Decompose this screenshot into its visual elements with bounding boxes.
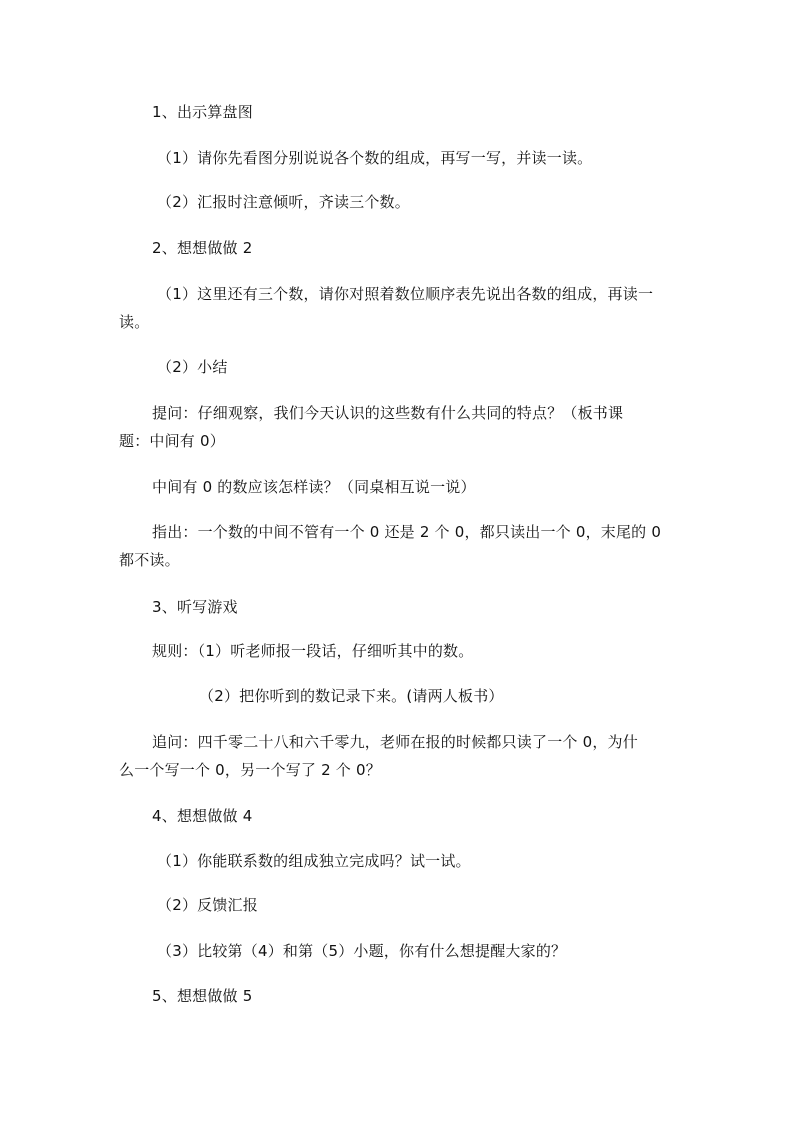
step-1-1: （1）请你先看图分别说说各个数的组成，再写一写，并读一读。 — [157, 149, 593, 167]
step-4-1: （1）你能联系数的组成独立完成吗？试一试。 — [157, 852, 471, 870]
section-heading-1: 1、出示算盘图 — [152, 103, 253, 121]
section-heading-3: 3、听写游戏 — [152, 598, 238, 616]
step-2-1-line-1: （1）这里还有三个数，请你对照着数位顺序表先说出各数的组成，再读一 — [157, 285, 654, 303]
step-4-3: （3）比较第（4）和第（5）小题，你有什么想提醒大家的？ — [157, 942, 567, 960]
rules-line-2: （2）把你听到的数记录下来。(请两人板书） — [199, 687, 504, 705]
step-2-1-line-2: 读。 — [119, 313, 150, 331]
follow-up-line-1: 追问：四千零二十八和六千零九，老师在报的时候都只读了一个 0，为什 — [152, 733, 638, 751]
section-heading-5: 5、想想做做 5 — [152, 987, 253, 1005]
step-4-2: （2）反馈汇报 — [157, 896, 258, 914]
point-out-line-1: 指出：一个数的中间不管有一个 0 还是 2 个 0，都只读出一个 0，末尾的 0 — [152, 523, 662, 541]
point-out-line-2: 都不读。 — [119, 551, 180, 569]
follow-up-line-2: 么一个写一个 0，另一个写了 2 个 0？ — [119, 761, 381, 779]
discussion-question: 中间有 0 的数应该怎样读？（同桌相互说一说） — [152, 478, 476, 496]
question-line-2: 题：中间有 0） — [119, 432, 225, 450]
section-heading-4: 4、想想做做 4 — [152, 807, 253, 825]
question-line-1: 提问：仔细观察，我们今天认识的这些数有什么共同的特点？（板书课 — [152, 404, 624, 422]
section-heading-2: 2、想想做做 2 — [152, 239, 253, 257]
step-1-2: （2）汇报时注意倾听，齐读三个数。 — [157, 193, 410, 211]
step-2-2: （2）小结 — [157, 358, 228, 376]
rules-line-1: 规则：（1）听老师报一段话，仔细听其中的数。 — [152, 642, 474, 660]
